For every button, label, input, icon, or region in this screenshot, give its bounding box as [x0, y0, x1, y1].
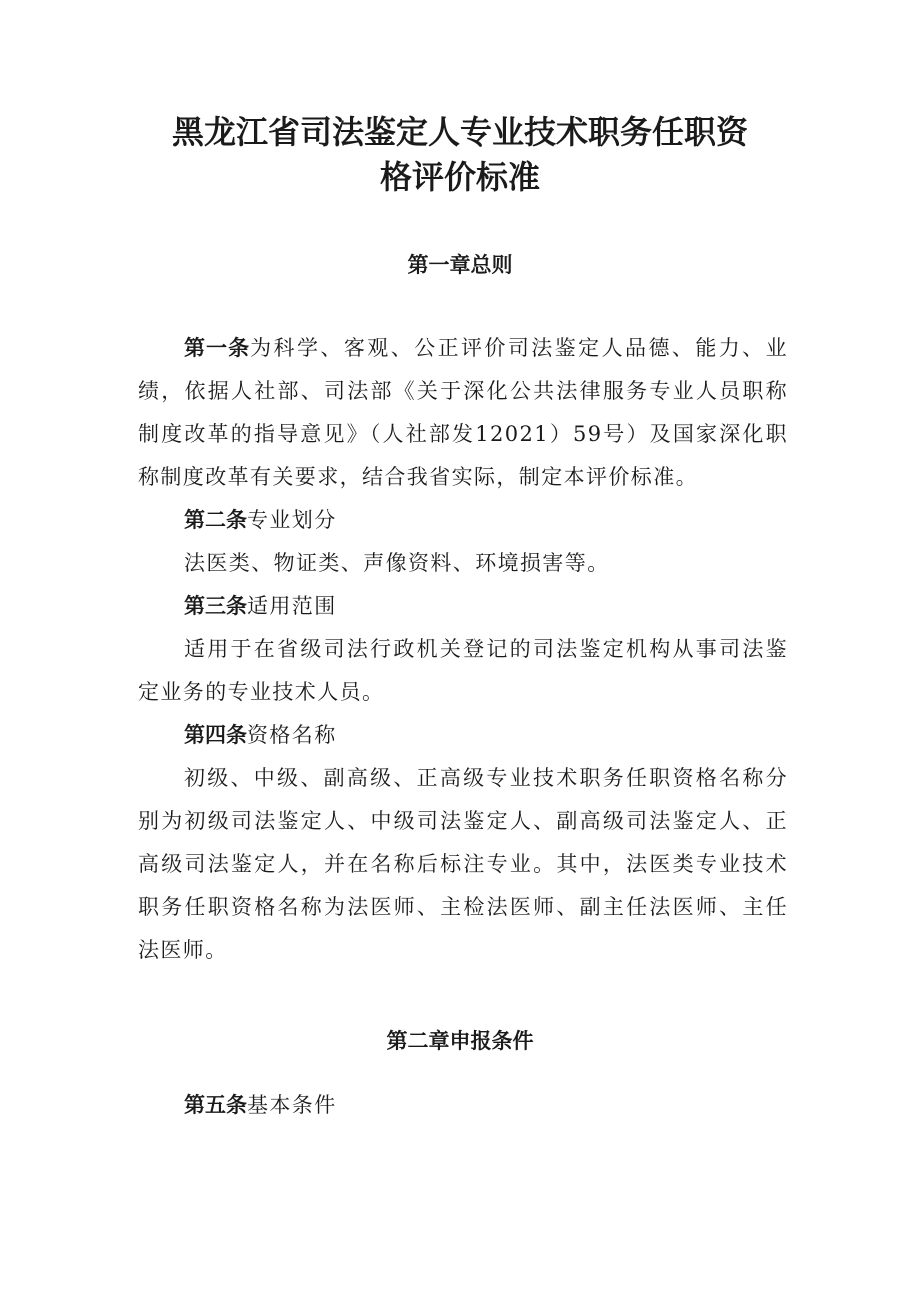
- article-5-title: 基本条件: [247, 1093, 337, 1117]
- article-4-heading: 第四条: [184, 723, 247, 747]
- article-4-line-2: 别为初级司法鉴定人、中级司法鉴定人、副高级司法鉴定人、正: [138, 809, 788, 833]
- article-1-heading: 第一条: [184, 336, 251, 360]
- chapter-1-heading: 第一章总则: [407, 253, 513, 277]
- document-title-line-1: 黑龙江省司法鉴定人专业技术职务任职资: [171, 113, 748, 151]
- article-1-line-2: 绩，依据人社部、司法部《关于深化公共法律服务专业人员职称: [138, 379, 788, 403]
- article-2-body: 法医类、物证类、声像资料、环境损害等。: [184, 551, 610, 575]
- article-3-heading: 第三条: [184, 594, 247, 618]
- article-4-title: 资格名称: [247, 723, 337, 747]
- article-3-title: 适用范围: [247, 594, 337, 618]
- article-4-line-4: 职务任职资格名称为法医师、主检法医师、副主任法医师、主任: [138, 895, 788, 919]
- article-1-line-3: 制度改革的指导意见》（人社部发12021）59号）及国家深化职: [138, 422, 788, 446]
- article-1-line-1: [184, 333, 788, 363]
- document-title-line-2: 格评价标准: [379, 158, 540, 196]
- article-5-heading-line: [184, 1090, 788, 1120]
- article-1-line-4: 称制度改革有关要求，结合我省实际，制定本评价标准。: [138, 465, 698, 489]
- chapter-2-heading: 第二章申报条件: [386, 1029, 534, 1053]
- article-4-heading-line: [184, 720, 788, 750]
- article-4-line-1: 初级、中级、副高级、正高级专业技术职务任职资格名称分: [184, 766, 788, 790]
- article-2-heading: 第二条: [184, 508, 247, 532]
- article-2-heading-line: [184, 505, 788, 535]
- article-3-heading-line: [184, 591, 788, 621]
- article-5-heading: 第五条: [184, 1093, 247, 1117]
- article-4-line-5: 法医师。: [138, 938, 228, 962]
- article-3-line-1: 适用于在省级司法行政机关登记的司法鉴定机构从事司法鉴: [184, 637, 788, 661]
- article-2-title: 专业划分: [247, 508, 337, 532]
- article-4-line-3: 高级司法鉴定人，并在名称后标注专业。其中，法医类专业技术: [138, 852, 788, 876]
- article-1-text: 为科学、客观、公正评价司法鉴定人品德、能力、业: [250, 336, 789, 360]
- article-3-line-2: 定业务的专业技术人员。: [138, 680, 385, 704]
